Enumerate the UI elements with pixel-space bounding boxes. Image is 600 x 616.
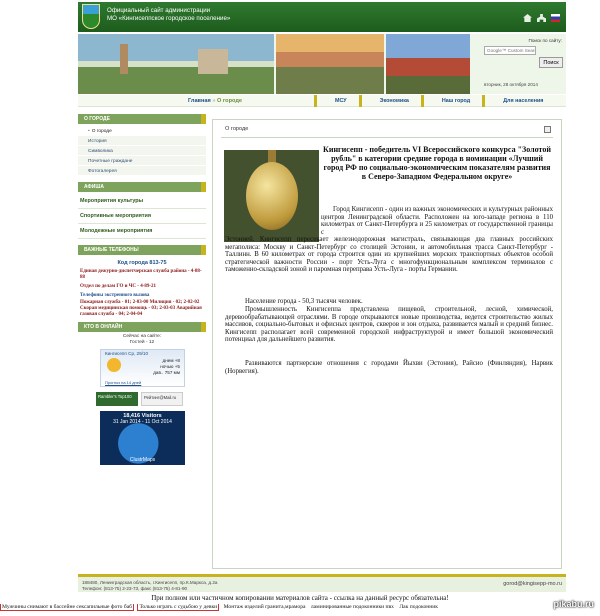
poster-section-header: АФИША: [78, 182, 206, 192]
ad-link[interactable]: Только играть с судьбою у девки: [139, 604, 218, 610]
phone-civil-defense: Отдел по делам ГО и ЧС - 4-89-21: [80, 284, 157, 289]
weather-values: [153, 358, 180, 376]
medal-coin: [246, 162, 298, 230]
article-paragraph-1-continued: Эстонией. Кингисепп пересекает железнодорожная магистраль, связывающая два главных российских мегаполиса: Москву и Санкт-Петербург со столицей Эстонии, и автомобильная трасса Санкт-Петербург - Таллинн. В 60 километрах от города строится один из крупнейших морских транспортных объектов особой стратегической важности России - порт Усть-Луга с многофункциональным комплексом терминалов с таможенно-складской зоной и паромная переправа Усть-Луга - порты Германии.: [225, 236, 553, 274]
online-counter: [78, 334, 206, 346]
left-sidebar: [78, 114, 206, 465]
ad-link[interactable]: ламинированные подоконники пвх: [310, 604, 394, 610]
weather-forecast-link[interactable]: Прогноз на 14 дней: [105, 380, 142, 385]
banner-photo-buildings: [386, 34, 470, 94]
ad-link[interactable]: Монтаж изделий гранита,мрамора: [223, 604, 306, 610]
breadcrumb-separator: »: [212, 98, 216, 104]
article-paragraph-2: Население города - 50,3 тысячи человек.: [245, 298, 363, 305]
weather-night: ночью +5: [160, 364, 180, 369]
sun-icon: [107, 358, 121, 372]
language-flag-icon[interactable]: [551, 14, 560, 22]
header-icons: [523, 14, 560, 22]
visitors-count: 18,416 Visitors: [123, 413, 162, 419]
sidebar-item-honored-citizens[interactable]: Почетные граждане: [78, 156, 206, 166]
site-title[interactable]: [107, 7, 230, 23]
title-divider: [221, 137, 553, 138]
top-menu-our-city[interactable]: Наш город: [421, 95, 482, 107]
about-section-header: О ГОРОДЕ: [78, 114, 206, 124]
online-line1: Сейчас на сайте:: [122, 334, 162, 339]
breadcrumb: [188, 98, 242, 104]
phone-dispatch: Единая дежурно-диспетчерская служба района - 4-88-88: [80, 269, 202, 280]
top-menu-economy[interactable]: Экономика: [359, 95, 421, 107]
sidebar-item-history[interactable]: История: [78, 136, 206, 146]
phone-city-code: Код города 813-75: [117, 260, 167, 266]
site-footer: [78, 574, 566, 592]
sidebar-item-youth-events[interactable]: Молодежные мероприятия: [78, 224, 206, 239]
top-menu-population[interactable]: Для населения: [482, 95, 555, 107]
tower-shape: [120, 44, 128, 74]
sidebar-item-photo-gallery[interactable]: Фотогалерея: [78, 166, 206, 176]
footer-address-line: 188480, Ленинградская область, г.Кингисепп, пр.К.Маркса, д.2а: [82, 580, 218, 585]
weather-day: днем +8: [162, 358, 180, 363]
top-menu-msu[interactable]: МСУ: [314, 95, 359, 107]
home-icon[interactable]: [523, 14, 532, 22]
clustrmaps-label: ClustrMaps: [129, 457, 156, 463]
golden-ruble-photo: [224, 150, 319, 242]
weather-pressure: дав.. 757 мм: [153, 370, 180, 375]
church-shape: [198, 49, 228, 74]
online-section-header: КТО В ОНЛАЙН: [78, 322, 206, 332]
phones-block: [78, 260, 206, 318]
online-line2: Гостей - 12: [129, 340, 155, 345]
visitors-dates: 31 Jan 2014 - 11 Oct 2014: [113, 419, 172, 425]
weather-widget[interactable]: [100, 349, 185, 387]
article-paragraph-1: Город Кингисепп - один из важных экономических и культурных районных центров Ленинградской области. Расположен на юго-западе региона в 110 километрах от Санкт-Петербурга и 25 километрах от государственной границы с: [321, 206, 553, 236]
bullet-icon: •: [88, 128, 90, 134]
ad-link[interactable]: Лак подоконник: [399, 604, 438, 610]
mailru-rating-badge[interactable]: Рейтинг@Mail.ru: [141, 392, 183, 406]
page-title: О городе: [225, 126, 249, 132]
phone-emergency-list: Пожарная служба - 01; 2-03-00 Милиция - 02; 2-02-02 Скорая медицинская помощь - 03; 2-03-03 Аварийная газовая служба - 04; 2-04-04: [80, 300, 202, 317]
sidebar-item-about[interactable]: [78, 126, 206, 136]
article-headline: Кингисепп - победитель VI Всероссийского конкурса "Золотой рубль" в категории средние города в номинации «Лучший город РФ по социально-экономическим показателям развития в Северо-Западном Федеральном округе»: [323, 145, 551, 181]
banner-photo-fortress: [78, 34, 274, 94]
ad-strip: [0, 604, 530, 614]
search-input[interactable]: [484, 46, 536, 55]
breadcrumb-home[interactable]: Главная: [188, 98, 211, 104]
clustrmaps-widget[interactable]: [100, 411, 185, 465]
search-button[interactable]: Поиск: [539, 57, 563, 68]
site-title-line1: Официальный сайт администрации: [107, 7, 211, 14]
phone-block: [78, 300, 206, 318]
counter-badges: [96, 392, 206, 406]
phone-block: [78, 284, 206, 290]
sidebar-item-sport-events[interactable]: Спортивные мероприятия: [78, 209, 206, 224]
nav-bar: [78, 95, 566, 107]
breadcrumb-current: О городе: [217, 98, 242, 104]
top-menu: [314, 95, 555, 107]
phone-emergency-title: Телефоны экстренного вызова: [80, 293, 150, 298]
sitemap-icon[interactable]: [537, 14, 546, 22]
footer-phones-line: Телефон: (813-75) 2-23-73, факс (813-75) 4-81-90: [82, 586, 188, 591]
phone-block: [78, 269, 206, 281]
sidebar-item-culture-events[interactable]: Мероприятия культуры: [78, 194, 206, 209]
pikabu-watermark: pikabu.ru: [553, 599, 594, 609]
site-header: [78, 2, 566, 32]
city-crest-logo[interactable]: [82, 4, 100, 29]
header-banner: [78, 34, 566, 94]
ad-link[interactable]: Мужчины снимают в бассейне сексапильные фото баб: [2, 604, 133, 610]
site-title-line2: МО «Кингисеппское городское поселение»: [107, 15, 231, 22]
weather-title: Кингисепп Ср, 29/10: [105, 351, 149, 356]
search-label: Поиск по сайту:: [528, 38, 562, 43]
print-icon[interactable]: [544, 126, 551, 133]
sidebar-item-label: О городе: [91, 128, 112, 134]
rambler-top100-badge[interactable]: Rambler's Top100: [96, 392, 138, 406]
footer-address: [82, 580, 217, 592]
phones-section-header: ВАЖНЫЕ ТЕЛЕФОНЫ: [78, 245, 206, 255]
banner-photo-sunset: [276, 34, 384, 94]
search-box: [476, 36, 564, 92]
current-date: вторник, 28 октября 2014: [484, 82, 538, 87]
copy-notice: При полном или частичном копировании материалов сайта - ссылка на данный ресурс обязательна!: [151, 594, 449, 602]
article-paragraph-3: Промышленность Кингисеппа представлена пищевой, строительной, лесной, химической, деревообрабатывающей отраслями. В городе открываются новые производства, ведется строительство жилых массивов, социально-бытовых и офисных центров, скверов и зон отдыха, развивается малый и средний бизнес. Кингисепп располагает всей современной городской инфраструктурой и имеет большой экономический потенциал для дальнейшего развития.: [225, 306, 553, 344]
article-paragraph-4: Развиваются партнерские отношения с городами Йыхви (Эстония), Райсио (Финляндия), Нарвик (Норвегия).: [225, 360, 553, 375]
sidebar-item-symbols[interactable]: Символика: [78, 146, 206, 156]
footer-email-link[interactable]: gorod@kingisepp-mo.ru: [503, 581, 562, 587]
main-content: [212, 119, 562, 569]
